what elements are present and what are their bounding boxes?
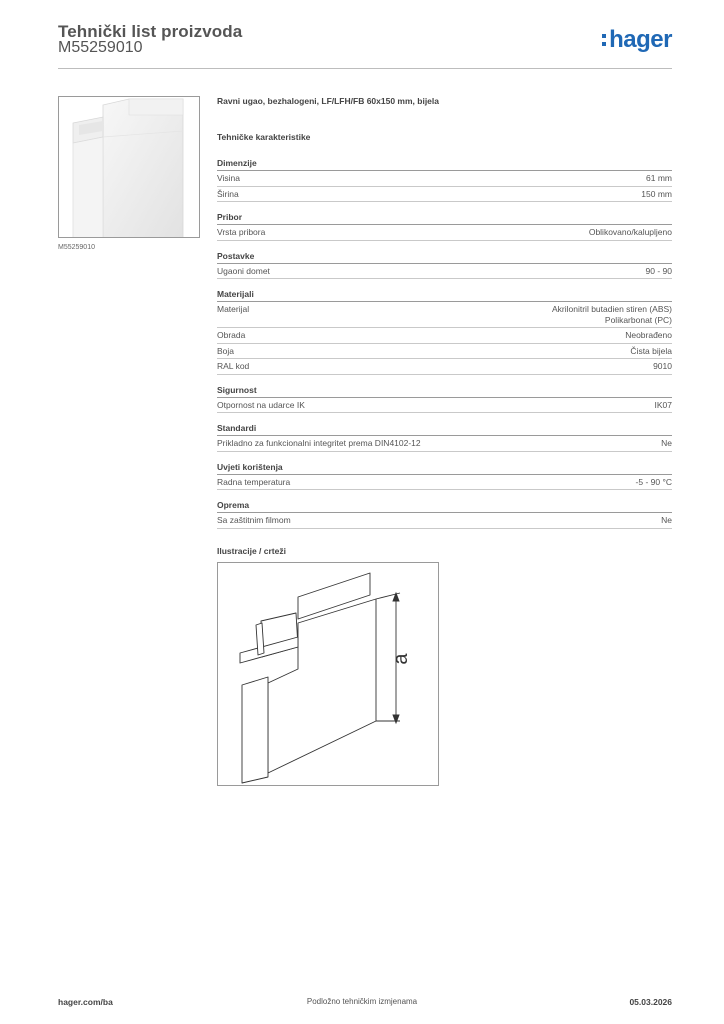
- spec-label: Širina: [217, 188, 239, 199]
- technical-characteristics-title: Tehničke karakteristike: [217, 132, 311, 142]
- spec-label: Ugaoni domet: [217, 265, 270, 276]
- section-title: Pribor: [217, 212, 672, 225]
- spec-label: Sa zaštitnim filmom: [217, 515, 291, 525]
- spec-value: Akrilonitril butadien stiren (ABS): [552, 304, 672, 314]
- spec-row: [217, 171, 672, 187]
- spec-label: Obrada: [217, 330, 246, 340]
- spec-sections: [217, 158, 672, 529]
- spec-row: [217, 225, 672, 241]
- spec-row: [217, 187, 672, 203]
- spec-value: 61 mm: [646, 173, 672, 183]
- spec-label: RAL kod: [217, 361, 250, 371]
- spec-label: Radna temperatura: [217, 476, 291, 487]
- spec-label: Otpornost na udarce IK: [217, 399, 305, 410]
- spec-value: 150 mm: [641, 188, 672, 199]
- spec-value: Čista bijela: [630, 345, 672, 356]
- illustrations-title: Ilustracije / crteži: [217, 545, 286, 556]
- product-image: [58, 96, 200, 238]
- section-title: Oprema: [217, 500, 672, 513]
- logo-dots-icon: [602, 34, 606, 46]
- product-description: Ravni ugao, bezhalogeni, LF/LFH/FB 60x150 mm, bijela: [217, 96, 439, 106]
- spec-row: [217, 344, 672, 360]
- section-title: Sigurnost: [217, 385, 672, 398]
- spec-value: Polikarbonat (PC): [604, 314, 672, 325]
- product-number: M55259010: [58, 39, 143, 56]
- logo-text: hager: [609, 26, 672, 53]
- spec-label: Visina: [217, 173, 240, 183]
- spec-row: [217, 264, 672, 280]
- spec-value: Neobrađeno: [625, 330, 672, 340]
- section-title: Dimenzije: [217, 158, 672, 171]
- dimension-label: a: [390, 652, 412, 665]
- footer-website[interactable]: hager.com/ba: [58, 997, 113, 1007]
- spec-row: [217, 302, 672, 328]
- section-oprema: [217, 500, 672, 529]
- spec-value: 90 - 90: [645, 265, 672, 276]
- section-title: Materijali: [217, 289, 672, 302]
- spec-label: Vrsta pribora: [217, 227, 266, 237]
- spec-label: Boja: [217, 345, 235, 356]
- spec-value-multiline: [552, 304, 672, 325]
- page-title: Tehnički list proizvoda: [58, 22, 243, 41]
- spec-row: [217, 513, 672, 529]
- spec-value: 9010: [653, 361, 672, 371]
- section-sigurnost: [217, 385, 672, 414]
- section-title: Standardi: [217, 423, 672, 436]
- section-postavke: [217, 251, 672, 280]
- footer-note: Podložno tehničkim izmjenama: [306, 997, 418, 1006]
- section-uvjeti-koristenja: [217, 462, 672, 491]
- section-materijali: [217, 289, 672, 375]
- product-photo-icon: [59, 97, 200, 238]
- spec-label: Materijal: [217, 304, 250, 314]
- spec-row: [217, 398, 672, 414]
- hager-logo: [602, 26, 672, 54]
- main-content: [217, 96, 672, 786]
- header-divider: [58, 68, 672, 69]
- spec-row: [217, 359, 672, 375]
- spec-row: [217, 436, 672, 452]
- section-title: Postavke: [217, 251, 672, 264]
- spec-value: Oblikovano/kalupljeno: [588, 227, 672, 237]
- spec-row: [217, 475, 672, 491]
- technical-drawing: [217, 562, 439, 786]
- section-standardi: [217, 423, 672, 452]
- spec-value: -5 - 90 °C: [635, 476, 672, 487]
- section-title: Uvjeti korištenja: [217, 462, 672, 475]
- product-image-caption: M55259010: [58, 244, 95, 251]
- corner-drawing-icon: [218, 563, 438, 785]
- footer-date: 05.03.2026: [629, 997, 672, 1007]
- section-dimenzije: [217, 158, 672, 202]
- spec-value: Ne: [661, 438, 672, 448]
- section-pribor: [217, 212, 672, 241]
- spec-value: IK07: [654, 399, 672, 410]
- spec-row: [217, 328, 672, 344]
- spec-label: Prikladno za funkcionalni integritet prema DIN4102-12: [217, 438, 421, 448]
- spec-value: Ne: [661, 515, 672, 525]
